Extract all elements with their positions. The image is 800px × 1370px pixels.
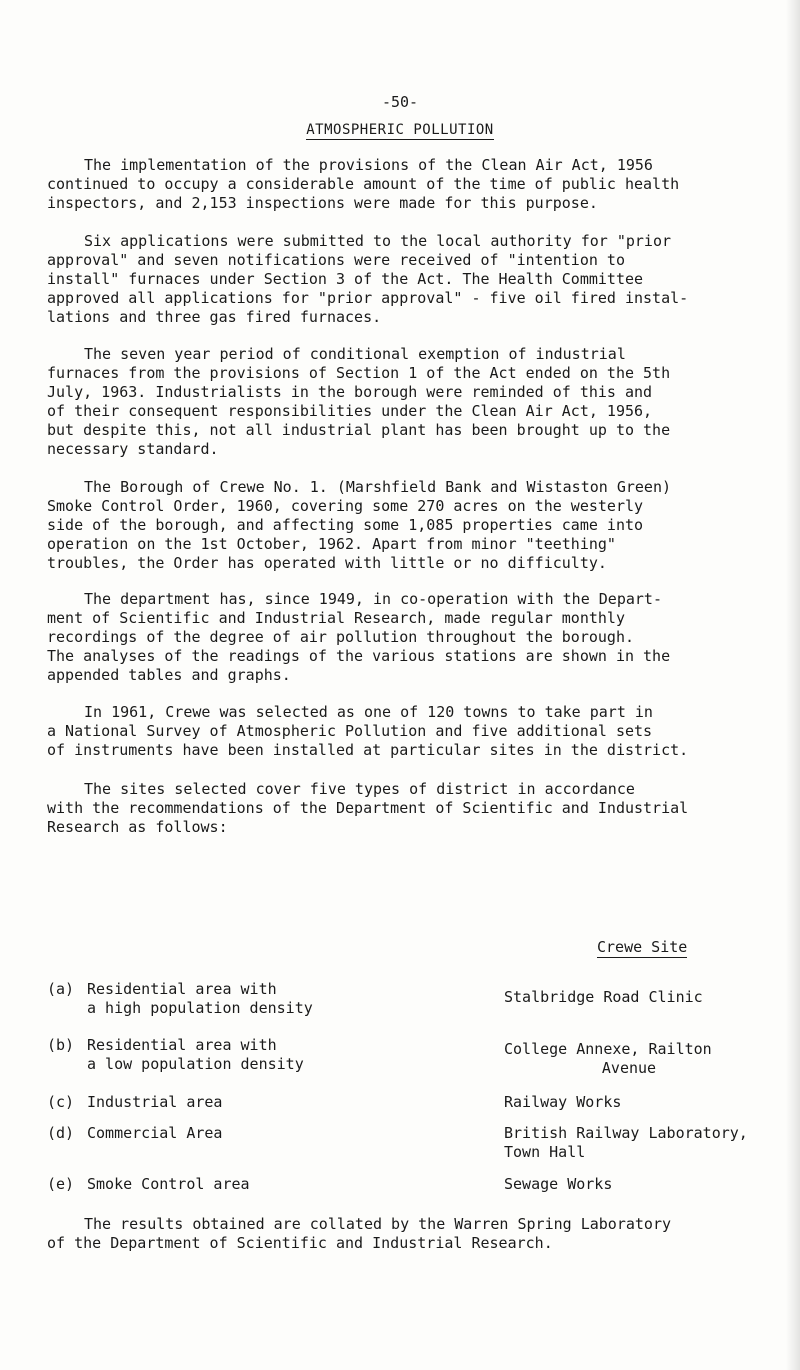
paragraph-line: ment of Scientific and Industrial Research, made regular monthly	[47, 609, 625, 627]
paragraph-line: inspectors, and 2,153 inspections were made for this purpose.	[47, 194, 598, 212]
paragraph-line: of the Department of Scientific and Industrial Research.	[47, 1234, 553, 1252]
paragraph-line: but despite this, not all industrial plant has been brought up to the	[47, 421, 671, 439]
site-row-location-line: Sewage Works	[504, 1175, 613, 1193]
site-row-location-line: Town Hall	[504, 1143, 586, 1161]
site-row-description-line: a low population density	[87, 1055, 304, 1073]
site-row-location-line: British Railway Laboratory,	[504, 1124, 748, 1142]
site-row-location	[504, 988, 800, 1007]
site-row-letter: (a)	[47, 980, 75, 998]
paragraph-line: lations and three gas fired furnaces.	[47, 308, 382, 326]
site-row-description-line: Residential area with	[87, 980, 277, 998]
paragraph-line: In 1961, Crewe was selected as one of 120 towns to take part in	[84, 703, 653, 721]
paragraph-line: of their consequent responsibilities under the Clean Air Act, 1956,	[47, 402, 653, 420]
paragraph-line: operation on the 1st October, 1962. Apart from minor "teething"	[47, 535, 616, 553]
page-title-text: ATMOSPHERIC POLLUTION	[306, 122, 494, 138]
site-row-location-line: College Annexe, Railton	[504, 1040, 712, 1058]
site-row-location-line: Railway Works	[504, 1093, 622, 1111]
paragraph-national-survey	[47, 703, 777, 760]
paragraph-monthly-recordings	[47, 590, 777, 685]
paragraph-sites-selected	[47, 780, 777, 837]
site-row-description	[87, 1036, 407, 1074]
paragraph-line: The results obtained are collated by the Warren Spring Laboratory	[84, 1215, 671, 1233]
paragraph-line: The analyses of the readings of the various stations are shown in the	[47, 647, 671, 665]
site-row-location	[504, 1124, 800, 1162]
site-row-location	[504, 1040, 800, 1078]
paragraph-smoke-control-order	[47, 478, 777, 573]
paragraph-applications	[47, 232, 777, 327]
paragraph-line: furnaces from the provisions of Section 1 of the Act ended on the 5th	[47, 364, 671, 382]
site-row-letter: (b)	[47, 1036, 75, 1054]
paragraph-line: troubles, the Order has operated with little or no difficulty.	[47, 554, 607, 572]
site-row-letter: (c)	[47, 1093, 75, 1111]
paragraph-line: continued to occupy a considerable amount of the time of public health	[47, 175, 680, 193]
paragraph-line: Six applications were submitted to the local authority for "prior	[84, 232, 671, 250]
paragraph-clean-air-act	[47, 156, 777, 213]
paragraph-line: The sites selected cover five types of district in accordance	[84, 780, 635, 798]
site-row-d	[47, 1124, 787, 1164]
paragraph-line: install" furnaces under Section 3 of the Act. The Health Committee	[47, 270, 644, 288]
site-row-description	[87, 1124, 407, 1143]
paragraph-line: necessary standard.	[47, 440, 219, 458]
paragraph-line: approved all applications for "prior approval" - five oil fired instal-	[47, 289, 689, 307]
site-row-letter: (d)	[47, 1124, 75, 1142]
paragraph-line: appended tables and graphs.	[47, 666, 291, 684]
site-row-description	[87, 980, 407, 1018]
paragraph-line: The implementation of the provisions of the Clean Air Act, 1956	[84, 156, 653, 174]
paragraph-line: of instruments have been installed at particular sites in the district.	[47, 741, 689, 759]
paragraph-line: a National Survey of Atmospheric Pollution and five additional sets	[47, 722, 653, 740]
sites-column-header	[597, 938, 687, 957]
site-row-description-line: Industrial area	[87, 1093, 223, 1111]
site-row-description-line: a high population density	[87, 999, 313, 1017]
site-row-description	[87, 1175, 407, 1194]
site-row-description-line: Smoke Control area	[87, 1175, 250, 1193]
paragraph-exemption	[47, 345, 777, 459]
paragraph-line: Smoke Control Order, 1960, covering some 270 acres on the westerly	[47, 497, 644, 515]
paragraph-line: July, 1963. Industrialists in the borough were reminded of this and	[47, 383, 653, 401]
page-title	[0, 121, 800, 140]
site-row-description-line: Residential area with	[87, 1036, 277, 1054]
site-row-location	[504, 1175, 800, 1194]
paragraph-line: with the recommendations of the Department of Scientific and Industrial	[47, 799, 689, 817]
paragraph-line: The Borough of Crewe No. 1. (Marshfield Bank and Wistaston Green)	[84, 478, 671, 496]
site-row-description-line: Commercial Area	[87, 1124, 223, 1142]
site-row-a	[47, 980, 787, 1020]
paragraph-closing	[47, 1215, 777, 1253]
site-row-location	[504, 1093, 800, 1112]
site-row-description	[87, 1093, 407, 1112]
paragraph-line: Research as follows:	[47, 818, 228, 836]
site-row-e	[47, 1175, 787, 1215]
paragraph-line: approval" and seven notifications were received of "intention to	[47, 251, 625, 269]
page-number: -50-	[381, 93, 419, 111]
paragraph-line: side of the borough, and affecting some 1,085 properties came into	[47, 516, 644, 534]
site-row-location-line: Stalbridge Road Clinic	[504, 988, 703, 1006]
paragraph-line: The department has, since 1949, in co-operation with the Depart-	[84, 590, 662, 608]
site-row-letter: (e)	[47, 1175, 75, 1193]
paragraph-line: The seven year period of conditional exemption of industrial	[84, 345, 626, 363]
sites-column-header-text: Crewe Site	[597, 938, 688, 956]
site-row-location-line: Avenue	[601, 1059, 657, 1077]
site-row-b	[47, 1036, 787, 1076]
page-edge-shadow	[786, 0, 800, 1370]
paragraph-line: recordings of the degree of air pollution throughout the borough.	[47, 628, 634, 646]
